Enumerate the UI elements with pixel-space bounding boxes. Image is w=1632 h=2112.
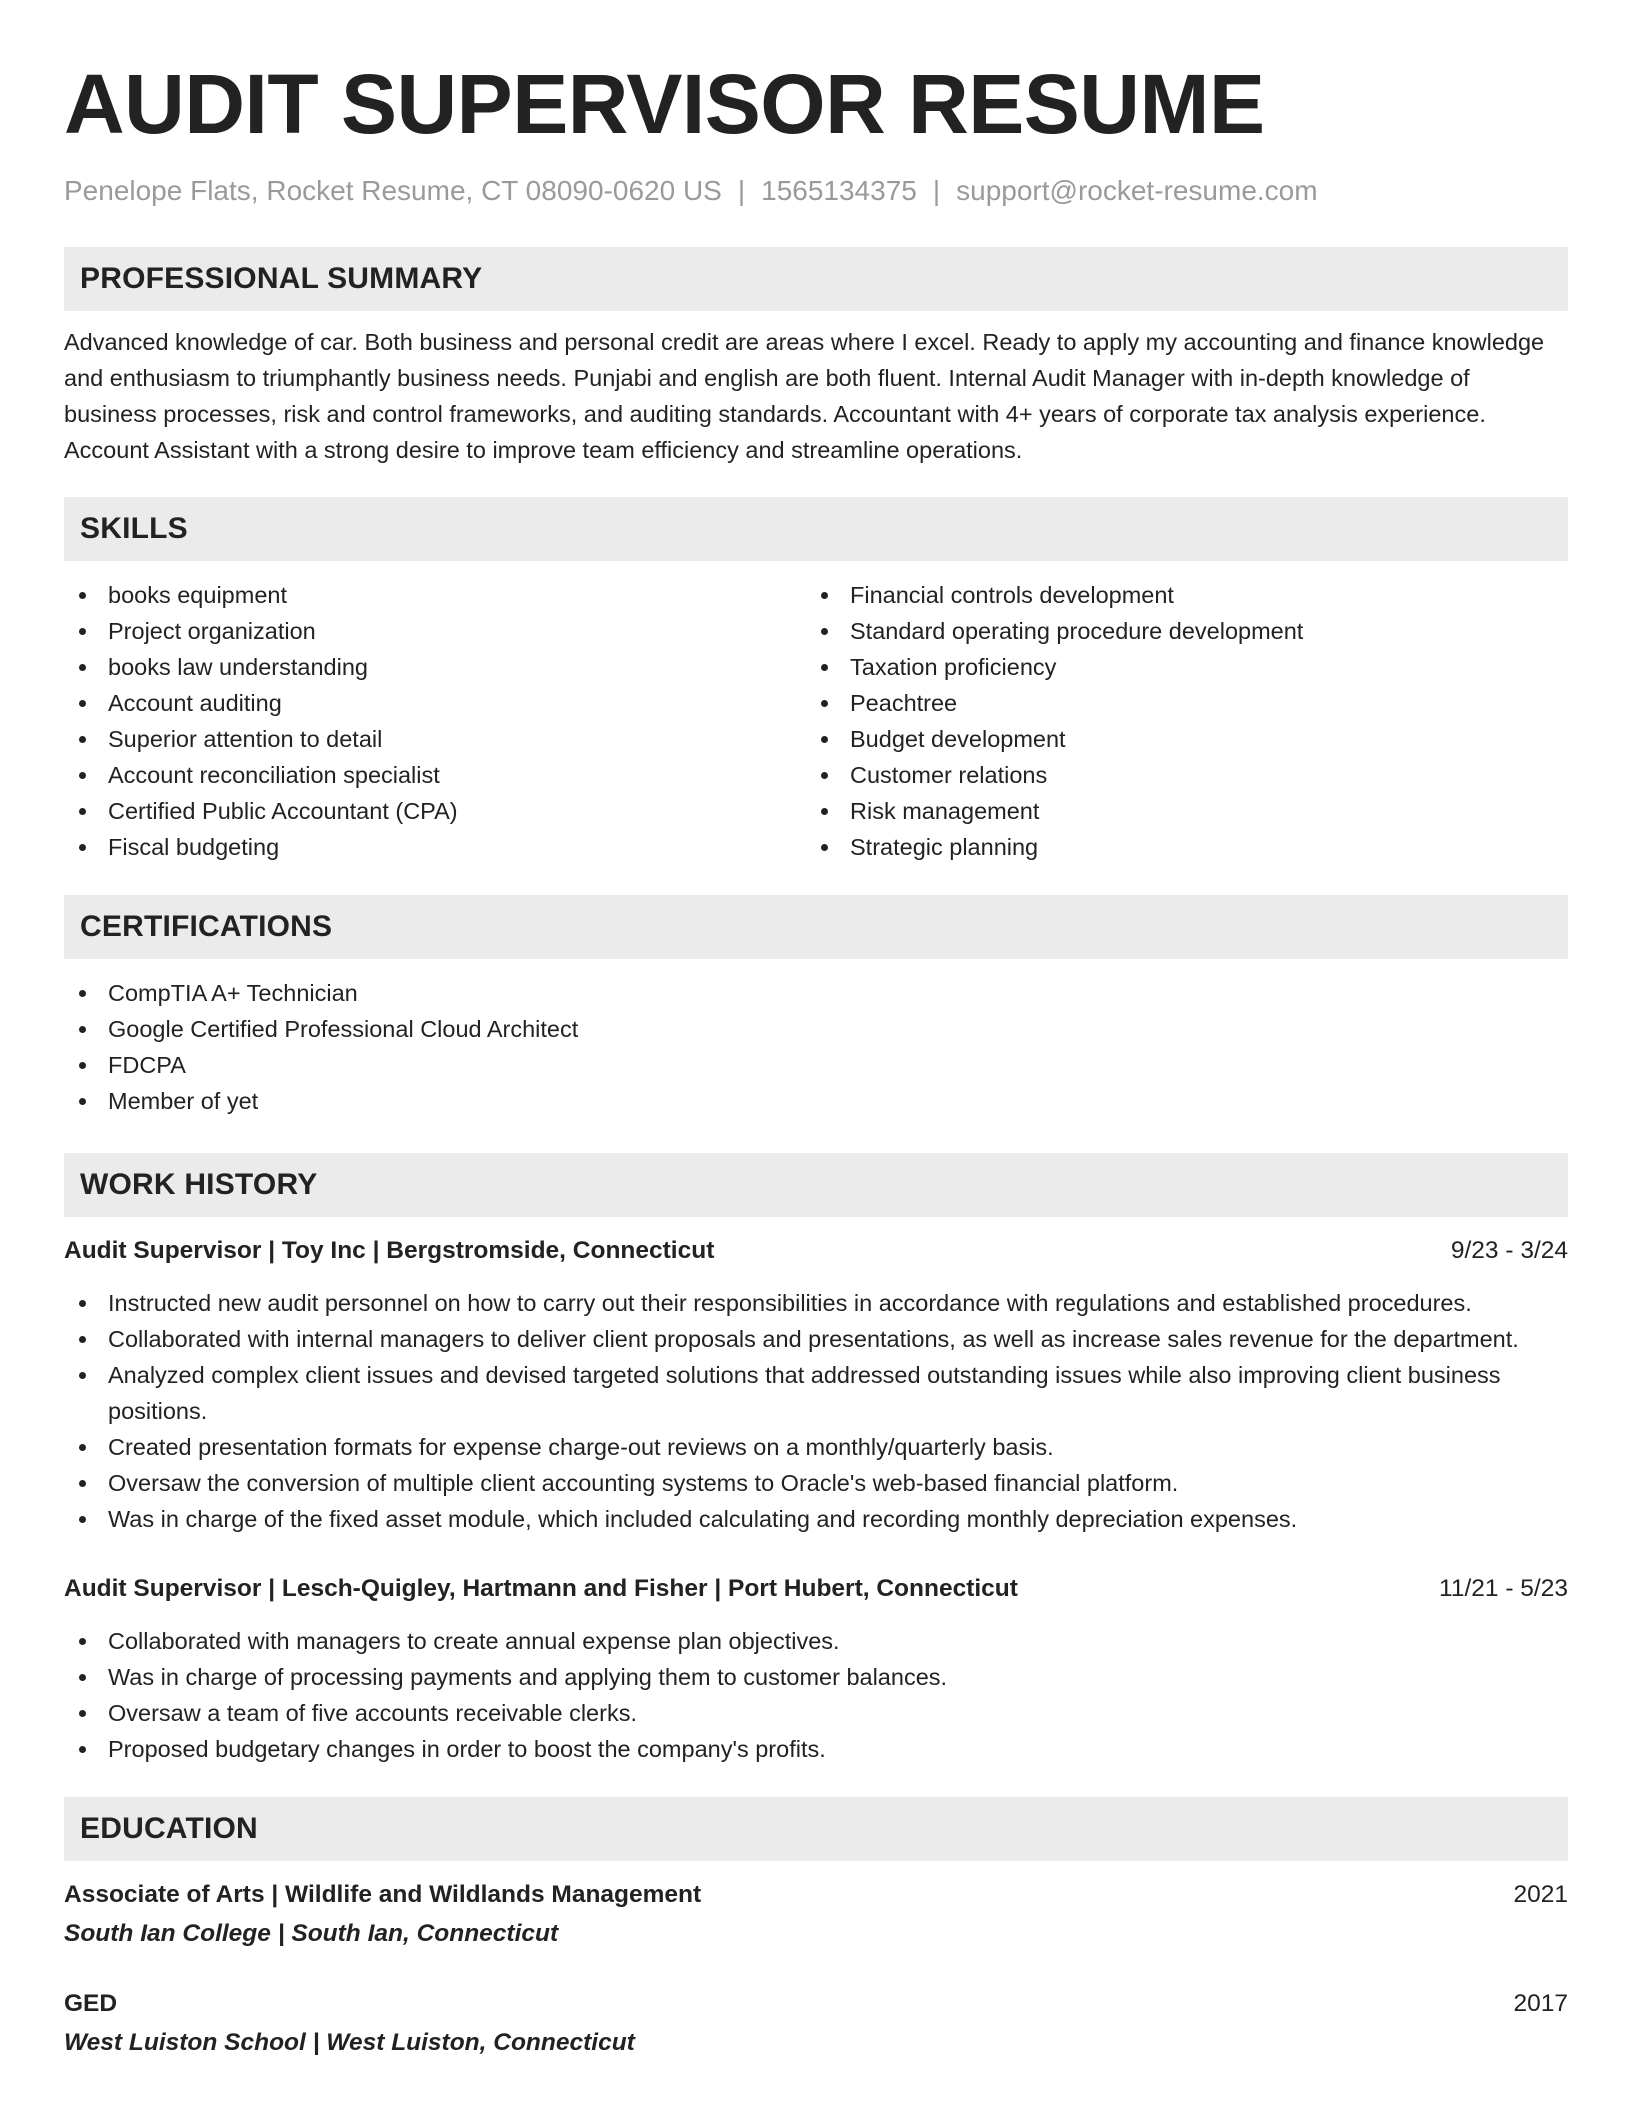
skill-item: Customer relations <box>806 757 1548 793</box>
skills-list-right <box>806 577 1548 865</box>
contact-separator: | <box>932 175 941 206</box>
skill-item: books law understanding <box>64 649 806 685</box>
skill-item: Fiscal budgeting <box>64 829 806 865</box>
skill-item: Account auditing <box>64 685 806 721</box>
job-bullet: Instructed new audit personnel on how to carry out their responsibilities in accordance with regulations and established procedures. <box>64 1285 1568 1321</box>
resume-page <box>64 58 1568 2061</box>
certification-item: Member of yet <box>64 1083 1568 1119</box>
education-header <box>64 1877 1568 1913</box>
job-bullet: Oversaw the conversion of multiple client accounting systems to Oracle's web-based financial platform. <box>64 1465 1568 1501</box>
skill-item: Certified Public Accountant (CPA) <box>64 793 806 829</box>
certification-item: CompTIA A+ Technician <box>64 975 1568 1011</box>
certification-item: FDCPA <box>64 1047 1568 1083</box>
education-entry <box>64 1986 1568 2061</box>
contact-phone: 1565134375 <box>761 175 917 206</box>
contact-email[interactable]: support@rocket-resume.com <box>956 175 1318 206</box>
job-bullet: Collaborated with internal managers to deliver client proposals and presentations, as well as increase sales revenue for the department. <box>64 1321 1568 1357</box>
section-header-summary: PROFESSIONAL SUMMARY <box>64 247 1568 311</box>
job-bullet: Created presentation formats for expense charge-out reviews on a monthly/quarterly basis. <box>64 1429 1568 1465</box>
skill-item: Account reconciliation specialist <box>64 757 806 793</box>
job-title: Audit Supervisor | Toy Inc | Bergstromside, Connecticut <box>64 1237 715 1264</box>
job-entry <box>64 1233 1568 1537</box>
section-header-education: EDUCATION <box>64 1797 1568 1861</box>
education-degree: Associate of Arts | Wildlife and Wildlands Management <box>64 1881 702 1908</box>
section-header-certifications: CERTIFICATIONS <box>64 895 1568 959</box>
skill-item: Risk management <box>806 793 1548 829</box>
education-header <box>64 1986 1568 2022</box>
education-year: 2017 <box>1513 1990 1568 2017</box>
contact-line <box>64 173 1568 209</box>
skill-item: Taxation proficiency <box>806 649 1548 685</box>
skill-item: Strategic planning <box>806 829 1548 865</box>
job-bullet: Analyzed complex client issues and devised targeted solutions that addressed outstanding issues while also improving client business positions. <box>64 1357 1568 1429</box>
skills-grid <box>64 577 1568 865</box>
skill-item: Superior attention to detail <box>64 721 806 757</box>
skill-item: Financial controls development <box>806 577 1548 613</box>
skills-list-left <box>64 577 806 865</box>
skill-item: books equipment <box>64 577 806 613</box>
job-bullet: Was in charge of the fixed asset module, which included calculating and recording monthly depreciation expenses. <box>64 1501 1568 1537</box>
contact-separator: | <box>737 175 746 206</box>
education-school: West Luiston School | West Luiston, Connecticut <box>64 2029 635 2056</box>
job-bullets <box>64 1285 1568 1537</box>
job-dates: 11/21 - 5/23 <box>1439 1575 1568 1602</box>
summary-text: Advanced knowledge of car. Both business and personal credit are areas where I excel. Ready to apply my accounting and finance knowledge and enthusiasm to triumphantly business needs. Punjabi and english are both fluent. Internal Audit Manager with in-depth knowledge of business processes, risk and control frameworks, and auditing standards. Accountant with 4+ years of corporate tax analysis experience. Account Assistant with a strong desire to improve team efficiency and streamline operations. <box>64 329 1545 463</box>
job-bullet: Was in charge of processing payments and applying them to customer balances. <box>64 1659 1568 1695</box>
certifications-list <box>64 975 1568 1119</box>
contact-address: Penelope Flats, Rocket Resume, CT 08090-0620 US <box>64 175 722 206</box>
certification-item: Google Certified Professional Cloud Architect <box>64 1011 1568 1047</box>
job-bullets <box>64 1623 1568 1767</box>
job-title: Audit Supervisor | Lesch-Quigley, Hartmann and Fisher | Port Hubert, Connecticut <box>64 1575 1018 1602</box>
job-bullet: Proposed budgetary changes in order to boost the company's profits. <box>64 1731 1568 1767</box>
job-entry <box>64 1571 1568 1767</box>
job-bullet: Collaborated with managers to create annual expense plan objectives. <box>64 1623 1568 1659</box>
job-header <box>64 1571 1568 1607</box>
job-dates: 9/23 - 3/24 <box>1450 1237 1568 1264</box>
education-degree: GED <box>64 1990 118 2017</box>
section-header-work-history: WORK HISTORY <box>64 1153 1568 1217</box>
job-bullet: Oversaw a team of five accounts receivable clerks. <box>64 1695 1568 1731</box>
skill-item: Standard operating procedure development <box>806 613 1548 649</box>
skill-item: Peachtree <box>806 685 1548 721</box>
education-entry <box>64 1877 1568 1952</box>
resume-title: AUDIT SUPERVISOR RESUME <box>64 57 1265 151</box>
education-year: 2021 <box>1513 1881 1568 1908</box>
job-header <box>64 1233 1568 1269</box>
education-school: South Ian College | South Ian, Connecticut <box>64 1920 559 1947</box>
section-header-skills: SKILLS <box>64 497 1568 561</box>
skill-item: Budget development <box>806 721 1548 757</box>
skill-item: Project organization <box>64 613 806 649</box>
